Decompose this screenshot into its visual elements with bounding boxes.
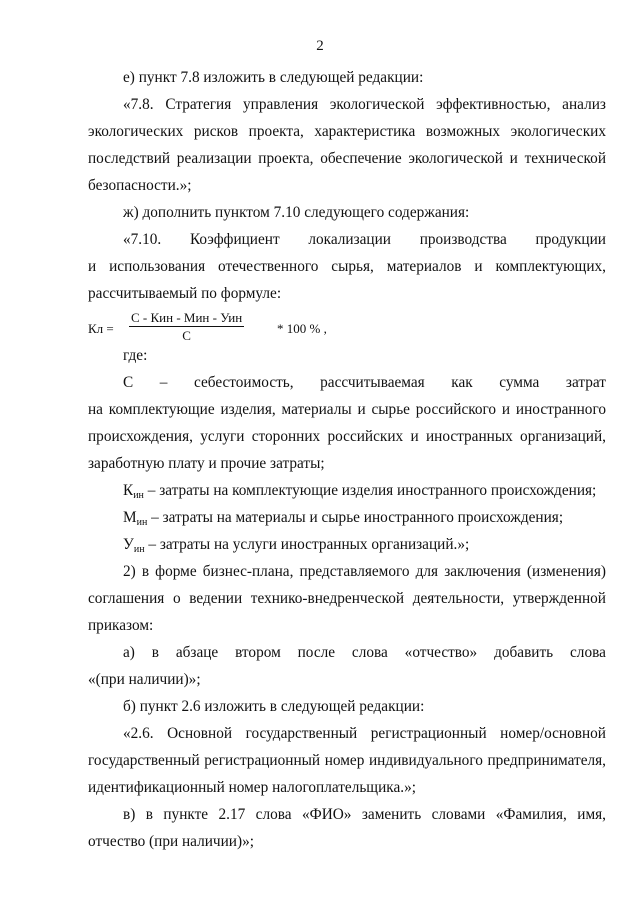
word: продукции bbox=[535, 231, 606, 248]
page-number: 2 bbox=[316, 38, 324, 54]
m-text: – затраты на материалы и сырье иностранного происхождения; bbox=[147, 509, 564, 526]
item-a-text: «(при наличии)»; bbox=[88, 671, 201, 688]
u-text: – затраты на услуги иностранных организаций.»; bbox=[144, 536, 470, 553]
c-definition-first-line bbox=[123, 369, 606, 396]
word: себестоимость, bbox=[193, 374, 294, 391]
formula-fraction bbox=[129, 310, 244, 344]
word: а) bbox=[123, 644, 135, 661]
u-symbol: У bbox=[123, 536, 134, 553]
item-710-text: и использования отечественного сырья, материалов и комплектующих, рассчитываемый по формуле: bbox=[88, 258, 606, 302]
k-text: – затраты на комплектующие изделия иностранного происхождения; bbox=[143, 482, 597, 499]
word: слова bbox=[570, 644, 606, 661]
word: «отчество» bbox=[404, 644, 478, 661]
formula-rhs: * 100 % , bbox=[277, 321, 327, 336]
word: «7.10. bbox=[123, 231, 162, 248]
k-subscript: ин bbox=[133, 490, 144, 501]
word: – bbox=[159, 374, 168, 391]
word: производства bbox=[419, 231, 507, 248]
word: экологической bbox=[329, 96, 425, 113]
word: Коэффициент bbox=[189, 231, 280, 248]
formula-lhs: Кл = bbox=[88, 321, 114, 336]
m-symbol: М bbox=[123, 509, 137, 526]
word: С bbox=[123, 374, 134, 391]
word: анализ bbox=[562, 96, 606, 113]
u-subscript: ин bbox=[133, 544, 145, 555]
word: сумма bbox=[499, 374, 540, 391]
item-a-first-line bbox=[123, 639, 606, 666]
word: втором bbox=[235, 644, 281, 661]
formula-denominator: С bbox=[182, 328, 191, 343]
word: затрат bbox=[565, 374, 606, 391]
item-b-heading: б) пункт 2.6 изложить в следующей редакции: bbox=[123, 698, 425, 715]
formula-numerator: С - Кин - Мин - Уин bbox=[131, 310, 243, 325]
k-symbol: К bbox=[123, 482, 134, 499]
word: управления bbox=[242, 96, 319, 113]
item-v-text: в) в пункте 2.17 слова «ФИО» заменить словами «Фамилия, имя, отчество (при наличии)»; bbox=[88, 806, 606, 850]
item-78-first-line bbox=[123, 91, 606, 118]
m-subscript: ин bbox=[136, 517, 148, 528]
word: как bbox=[451, 374, 473, 391]
item-2-text: 2) в форме бизнес-плана, представляемого для заключения (изменения) соглашения о ведении технико-внедренческой деятельности, утвержденной приказом: bbox=[88, 563, 606, 634]
item-e-heading: е) пункт 7.8 изложить в следующей редакции: bbox=[123, 69, 424, 86]
word: добавить bbox=[494, 644, 554, 661]
word: Стратегия bbox=[165, 96, 232, 113]
word: эффективностью, bbox=[436, 96, 551, 113]
word: локализации bbox=[308, 231, 391, 248]
word: абзаце bbox=[175, 644, 219, 661]
word: рассчитываемая bbox=[320, 374, 425, 391]
item-710-first-line bbox=[123, 226, 606, 253]
word: «7.8. bbox=[123, 96, 154, 113]
word: слова bbox=[351, 644, 388, 661]
item-78-text: экологических рисков проекта, характеристика возможных экологических последствий реализации проекта, обеспечение экологической и технической безопасности.»; bbox=[88, 123, 606, 194]
item-zh-heading: ж) дополнить пунктом 7.10 следующего содержания: bbox=[123, 204, 470, 221]
word: после bbox=[297, 644, 336, 661]
item-26-text: «2.6. Основной государственный регистрационный номер/основной государственный регистрационный номер индивидуального предпринимателя, идентификационный номер налогоплательщика.»; bbox=[88, 725, 606, 796]
word: в bbox=[151, 644, 159, 661]
c-definition-text: на комплектующие изделия, материалы и сырье российского и иностранного происхождения, услуги сторонних российских и иностранных организаций, заработную плату и прочие затраты; bbox=[88, 401, 606, 472]
where-label: где: bbox=[123, 347, 148, 364]
